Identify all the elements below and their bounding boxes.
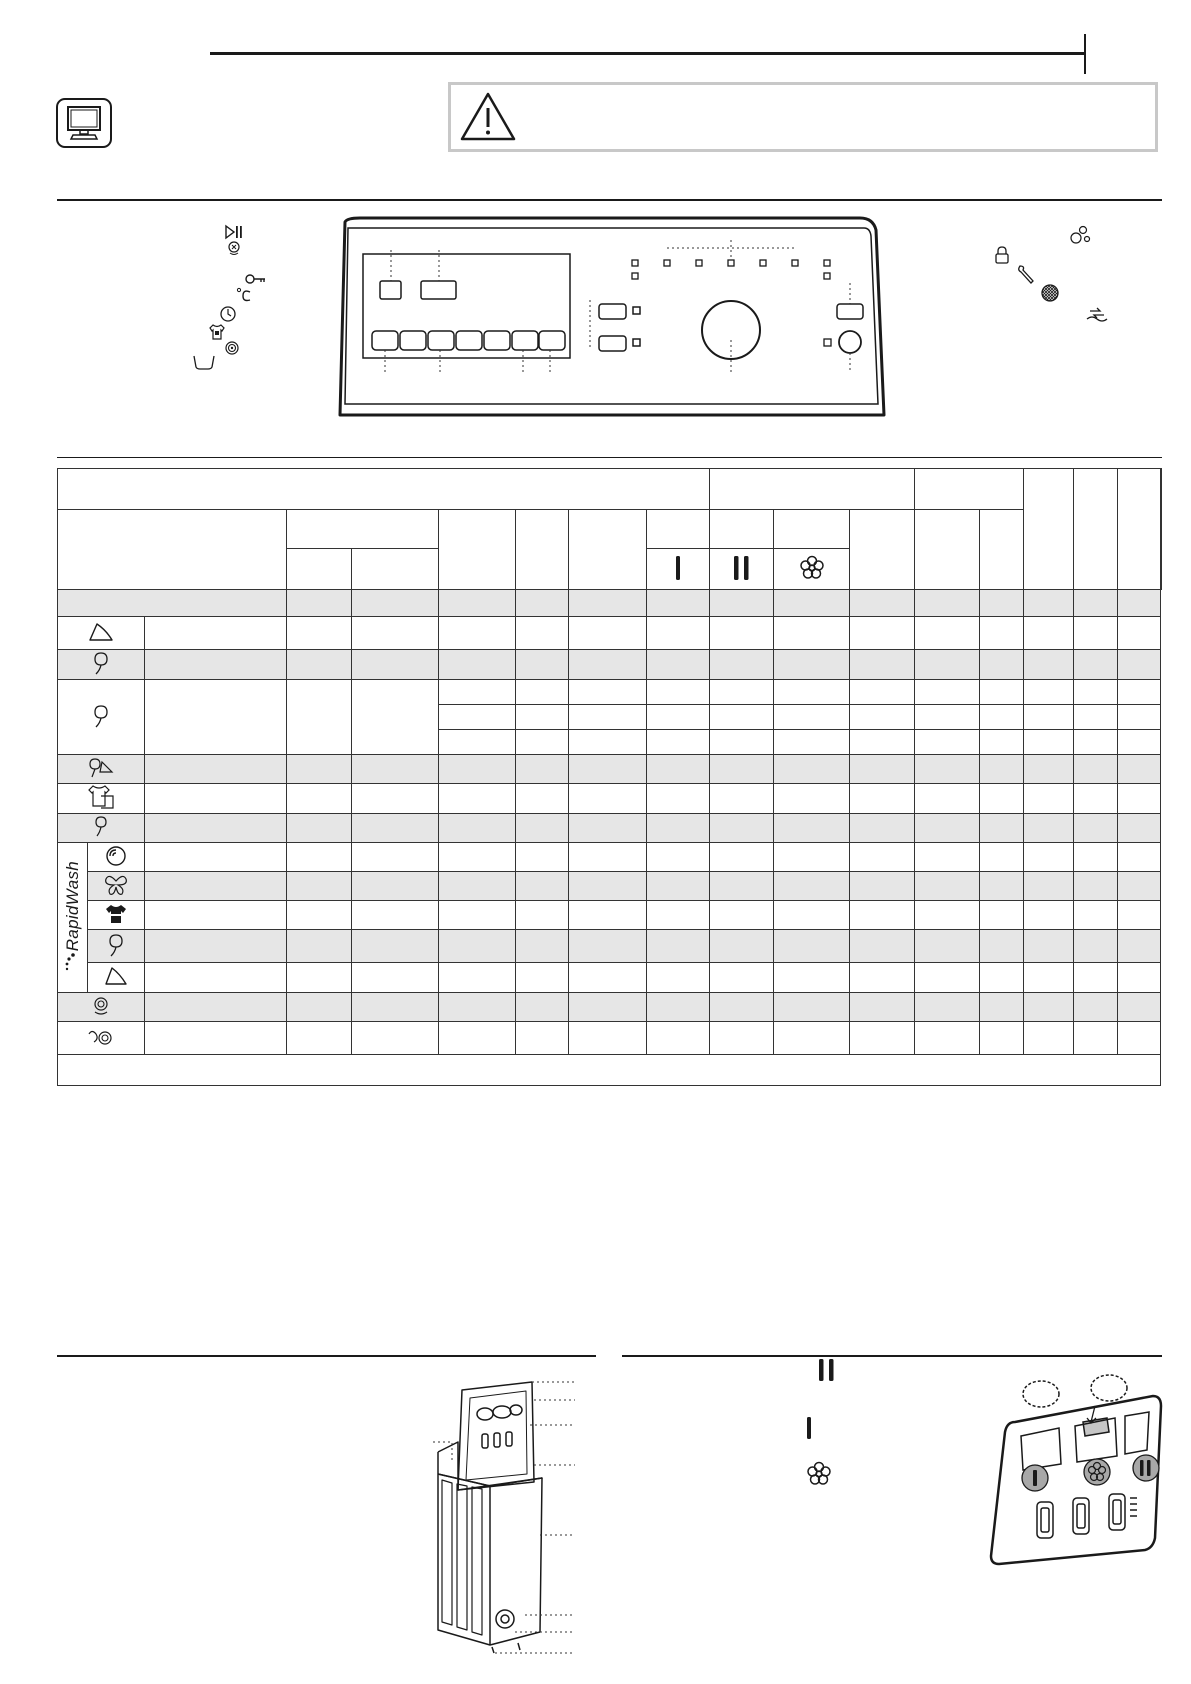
table-row (58, 872, 1162, 901)
table-footer-row (58, 1055, 1162, 1086)
key-lock-icon (245, 272, 267, 286)
table-row (58, 650, 1162, 680)
shirts-icon (58, 784, 145, 814)
mixed-fabrics-icon (58, 755, 145, 784)
table-row (58, 680, 1162, 705)
rapid-cotton-icon (88, 930, 145, 963)
table-row (58, 930, 1162, 963)
header-cell (710, 469, 915, 510)
table-row (58, 617, 1162, 650)
table-row (58, 993, 1162, 1022)
warning-triangle-icon (459, 91, 517, 143)
monitor-icon (56, 98, 112, 148)
cotton-flower-icon (58, 650, 145, 680)
header-cell (352, 549, 439, 590)
softener-flower-icon (774, 549, 850, 590)
header-rule-tick (1084, 34, 1086, 74)
start-pause-icon (224, 224, 244, 240)
rapid-30-icon (88, 843, 145, 872)
header-cell (1024, 469, 1074, 590)
spin-icon (224, 340, 240, 356)
header-cell (1118, 469, 1161, 590)
warning-box (448, 82, 1158, 152)
header-cell (569, 510, 647, 590)
header-cell (647, 510, 710, 549)
spin-drain-icon (58, 993, 145, 1022)
header-cell (439, 510, 516, 590)
table-row (58, 901, 1162, 930)
header-cell (774, 510, 850, 549)
rinse-icon (1084, 306, 1110, 326)
shirt-icon (208, 323, 226, 341)
bubbles-icon (1068, 224, 1092, 246)
cotton-eco-flower-icon (58, 680, 145, 755)
table-row (58, 843, 1162, 872)
header-cell (1074, 469, 1118, 590)
tshirt-icon (88, 901, 145, 930)
table-row (58, 1022, 1162, 1055)
rapidwash-label-cell (58, 843, 88, 993)
cotton-small-icon (58, 814, 145, 843)
section-rule-machine (57, 1355, 596, 1357)
header-cell (287, 510, 439, 549)
table-row (58, 814, 1162, 843)
section-rule-table (57, 457, 1162, 458)
rapid-synthetics-icon (88, 963, 145, 993)
header-cell (58, 510, 287, 590)
wrench-icon (1016, 264, 1036, 286)
header-cell (915, 469, 1024, 510)
table-row (58, 784, 1162, 814)
compartment-2-main-wash-icon (710, 549, 774, 590)
detergent-icon (192, 354, 216, 370)
rinse-spin-icon (58, 1022, 145, 1055)
header-cell (850, 510, 915, 590)
table-row (58, 590, 1162, 617)
table-row (58, 963, 1162, 993)
header-cell (516, 510, 569, 590)
header-cell (58, 469, 710, 510)
synthetics-triangle-icon (58, 617, 145, 650)
delay-timer-icon (226, 240, 242, 256)
header-cell (915, 510, 980, 590)
clock-icon (219, 305, 237, 323)
table-header-row-1 (58, 469, 1162, 510)
rapidwash-logo: RapidWash (62, 861, 82, 952)
temperature-icon (235, 286, 253, 304)
header-rule (210, 52, 1085, 55)
compartment-1-icon (804, 1416, 814, 1442)
door-lock-icon (994, 246, 1010, 264)
table-header-row-2 (58, 510, 1162, 549)
washing-machine-diagram (430, 1370, 580, 1655)
control-panel-diagram (0, 200, 1191, 460)
compartment-1-prewash-icon (647, 549, 710, 590)
compartment-2-icon (818, 1358, 836, 1384)
delicates-butterfly-icon (88, 872, 145, 901)
header-cell (710, 510, 774, 549)
detergent-drawer-diagram (985, 1370, 1165, 1570)
table-row (58, 755, 1162, 784)
header-cell (1161, 469, 1162, 590)
filter-icon (1040, 283, 1060, 303)
header-cell (287, 549, 352, 590)
section-rule-drawer (622, 1355, 1162, 1357)
softener-icon (806, 1461, 832, 1487)
rapidwash-speed-icon (64, 952, 82, 974)
program-table (57, 468, 1162, 1086)
